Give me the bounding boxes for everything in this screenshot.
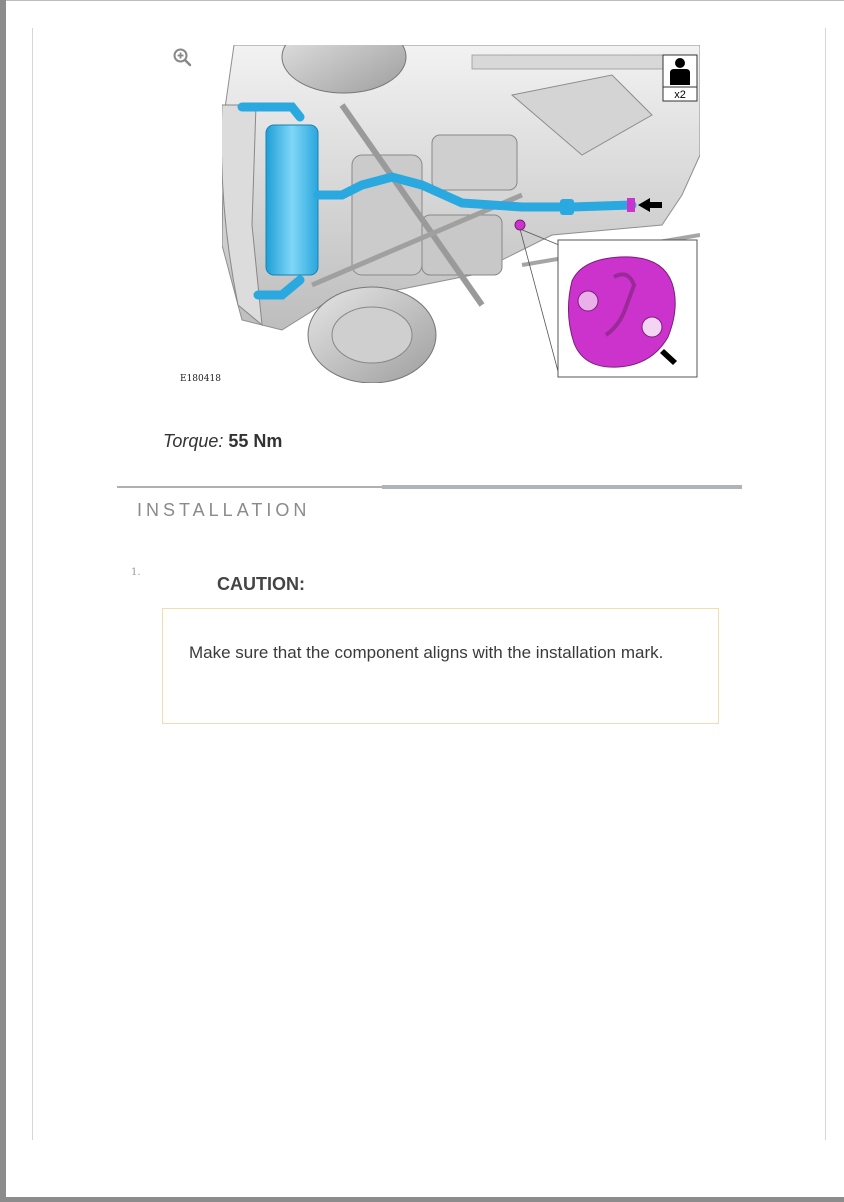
caution-box <box>162 608 719 724</box>
viewer-top-border <box>6 0 844 1</box>
zoom-in-icon[interactable] <box>172 47 192 67</box>
torque-value: 55 Nm <box>228 431 283 451</box>
step-number: 1. <box>131 567 141 578</box>
torque-spec <box>163 431 282 452</box>
helpers-count-label: x2 <box>674 89 686 101</box>
torque-label: Torque: <box>163 431 224 451</box>
viewer-bottom-border <box>6 1197 844 1202</box>
caution-title: CAUTION: <box>217 574 305 594</box>
section-divider-left <box>117 486 383 488</box>
viewer-left-border <box>0 0 6 1202</box>
exhaust-illustration <box>222 45 700 383</box>
section-title: INSTALLATION <box>137 500 311 520</box>
section-divider-right <box>382 485 742 489</box>
figure-id: E180418 <box>180 374 221 384</box>
caution-text: Make sure that the component aligns with the installation mark. <box>189 643 664 662</box>
